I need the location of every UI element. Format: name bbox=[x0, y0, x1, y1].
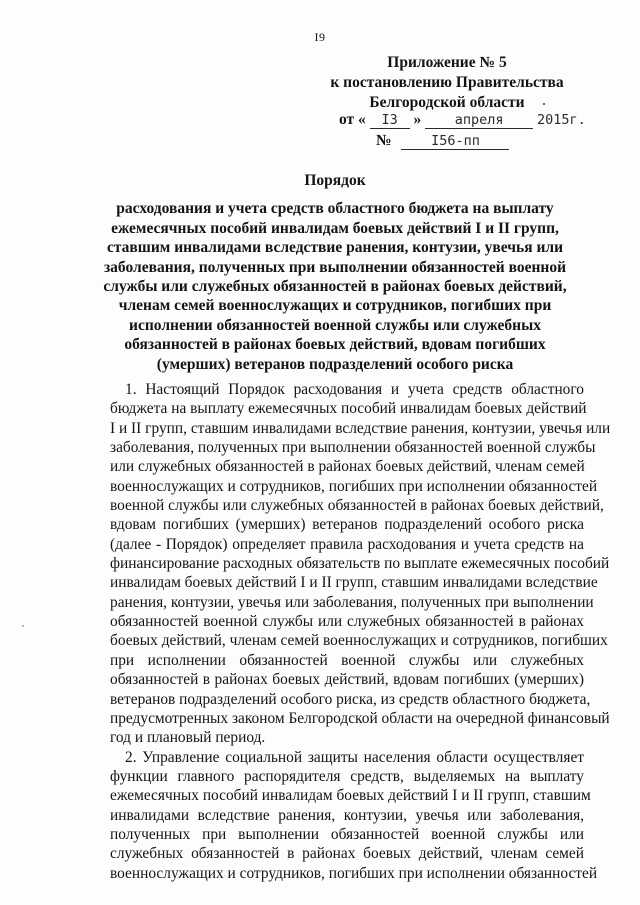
paragraph-line: финансирование расходных обязательств по выплате ежемесячных пособий bbox=[110, 555, 610, 573]
paragraph-line: 2. Управление социальной защиты населения области осуществляет bbox=[125, 748, 584, 766]
resolution-date bbox=[339, 111, 586, 129]
paragraph-line: военнослужащих и сотрудников, погибших при исполнении обязанностей bbox=[110, 864, 598, 882]
appendix-line: к постановлению Правительства bbox=[330, 74, 564, 91]
date-mid: » bbox=[413, 111, 422, 128]
paragraph-line: обязанностей в районах боевых действий, вдовам погибших (умерших) bbox=[110, 671, 584, 689]
paragraph-line: при исполнении обязанностей военной службы или служебных bbox=[110, 651, 584, 669]
margin-speck bbox=[22, 625, 24, 627]
paragraph-line: ранения, контузии, увечья или заболевания, полученных при выполнении bbox=[110, 593, 594, 611]
date-prefix: от « bbox=[339, 111, 366, 128]
appendix-line: Белгородской области bbox=[369, 94, 525, 111]
date-day: I3 bbox=[370, 112, 410, 129]
title-line: ежемесячных пособий инвалидам боевых действий I и II групп, bbox=[111, 219, 559, 237]
paragraph-line: или служебных обязанностей в районах боевых действий, членам семей bbox=[110, 458, 585, 476]
paragraph-line: военной службы или служебных обязанностей в районах боевых действий, bbox=[110, 497, 604, 515]
page-number: I9 bbox=[314, 30, 326, 44]
paragraph-line: полученных при выполнении обязанностей военной службы или bbox=[110, 825, 584, 843]
paragraph-line: год и плановый период. bbox=[110, 729, 266, 747]
title-line: исполнении обязанностей военной службы или служебных bbox=[129, 316, 541, 334]
paragraph-line: инвалидам боевых действий I и II групп, ставшим инвалидами вследствие bbox=[110, 574, 598, 592]
number-label: № bbox=[376, 132, 392, 149]
paragraph-line: ветеранов подразделений особого риска, из средств областного бюджета, bbox=[110, 690, 591, 708]
paragraph-line: обязанностей военной службы или служебных обязанностей в районах bbox=[110, 613, 584, 631]
paragraph-line: I и II групп, ставшим инвалидами вследствие ранения, контузии, увечья или bbox=[110, 419, 611, 437]
paragraph-line: военнослужащих и сотрудников, погибших при исполнении обязанностей bbox=[110, 477, 598, 495]
date-year: 2015г. bbox=[537, 112, 586, 128]
number-value: I56-пп bbox=[401, 133, 509, 150]
paragraph-line: функции главного распорядителя средств, выделяемых на выплату bbox=[110, 767, 584, 785]
appendix-line: Приложение № 5 bbox=[387, 54, 507, 71]
paragraph-line: бюджета на выплату ежемесячных пособий инвалидам боевых действий bbox=[110, 400, 587, 418]
paragraph-line: (далее - Порядок) определяет правила расходования и учета средств на bbox=[110, 535, 584, 553]
title-line: заболевания, полученных при выполнении обязанностей военной bbox=[103, 258, 567, 276]
document-title bbox=[96, 171, 574, 374]
body-text bbox=[110, 380, 611, 883]
title-line: (умерших) ветеранов подразделений особого риска bbox=[156, 355, 514, 373]
paragraph-line: заболевания, полученных при выполнении обязанностей военной службы bbox=[110, 439, 596, 457]
title-line: обязанностей в районах боевых действий, вдовам погибших bbox=[124, 336, 546, 354]
resolution-number bbox=[376, 132, 509, 150]
date-month: апреля bbox=[425, 112, 533, 129]
paragraph-line: вдовам погибших (умерших) ветеранов подразделений особого риска bbox=[110, 516, 584, 534]
title-line: службы или служебных обязанностей в районах боевых действий, bbox=[103, 278, 567, 296]
paragraph-line: инвалидами вследствие ранения, контузии, увечья или заболевания, bbox=[110, 806, 584, 824]
appendix-header bbox=[322, 53, 572, 113]
title-line: ставшим инвалидами вследствие ранения, контузии, увечья или bbox=[106, 239, 564, 257]
paragraph-line: 1. Настоящий Порядок расходования и учета средств областного bbox=[125, 381, 584, 398]
paragraph-line: предусмотренных законом Белгородской области на очередной финансовый bbox=[110, 709, 610, 727]
paragraph-line: боевых действий, членам семей военнослужащих и сотрудников, погибших bbox=[110, 632, 608, 650]
title-line: Порядок bbox=[304, 172, 366, 189]
paragraph-line: ежемесячных пособий инвалидам боевых действий I и II групп, ставшим bbox=[110, 787, 591, 805]
paragraph-line: служебных обязанностей в районах боевых действий, членам семей bbox=[110, 845, 584, 863]
title-gap bbox=[96, 190, 574, 199]
title-line: расходования и учета средств областного бюджета на выплату bbox=[116, 200, 554, 218]
title-line: членам семей военнослужащих и сотрудников, погибших при bbox=[118, 297, 552, 315]
